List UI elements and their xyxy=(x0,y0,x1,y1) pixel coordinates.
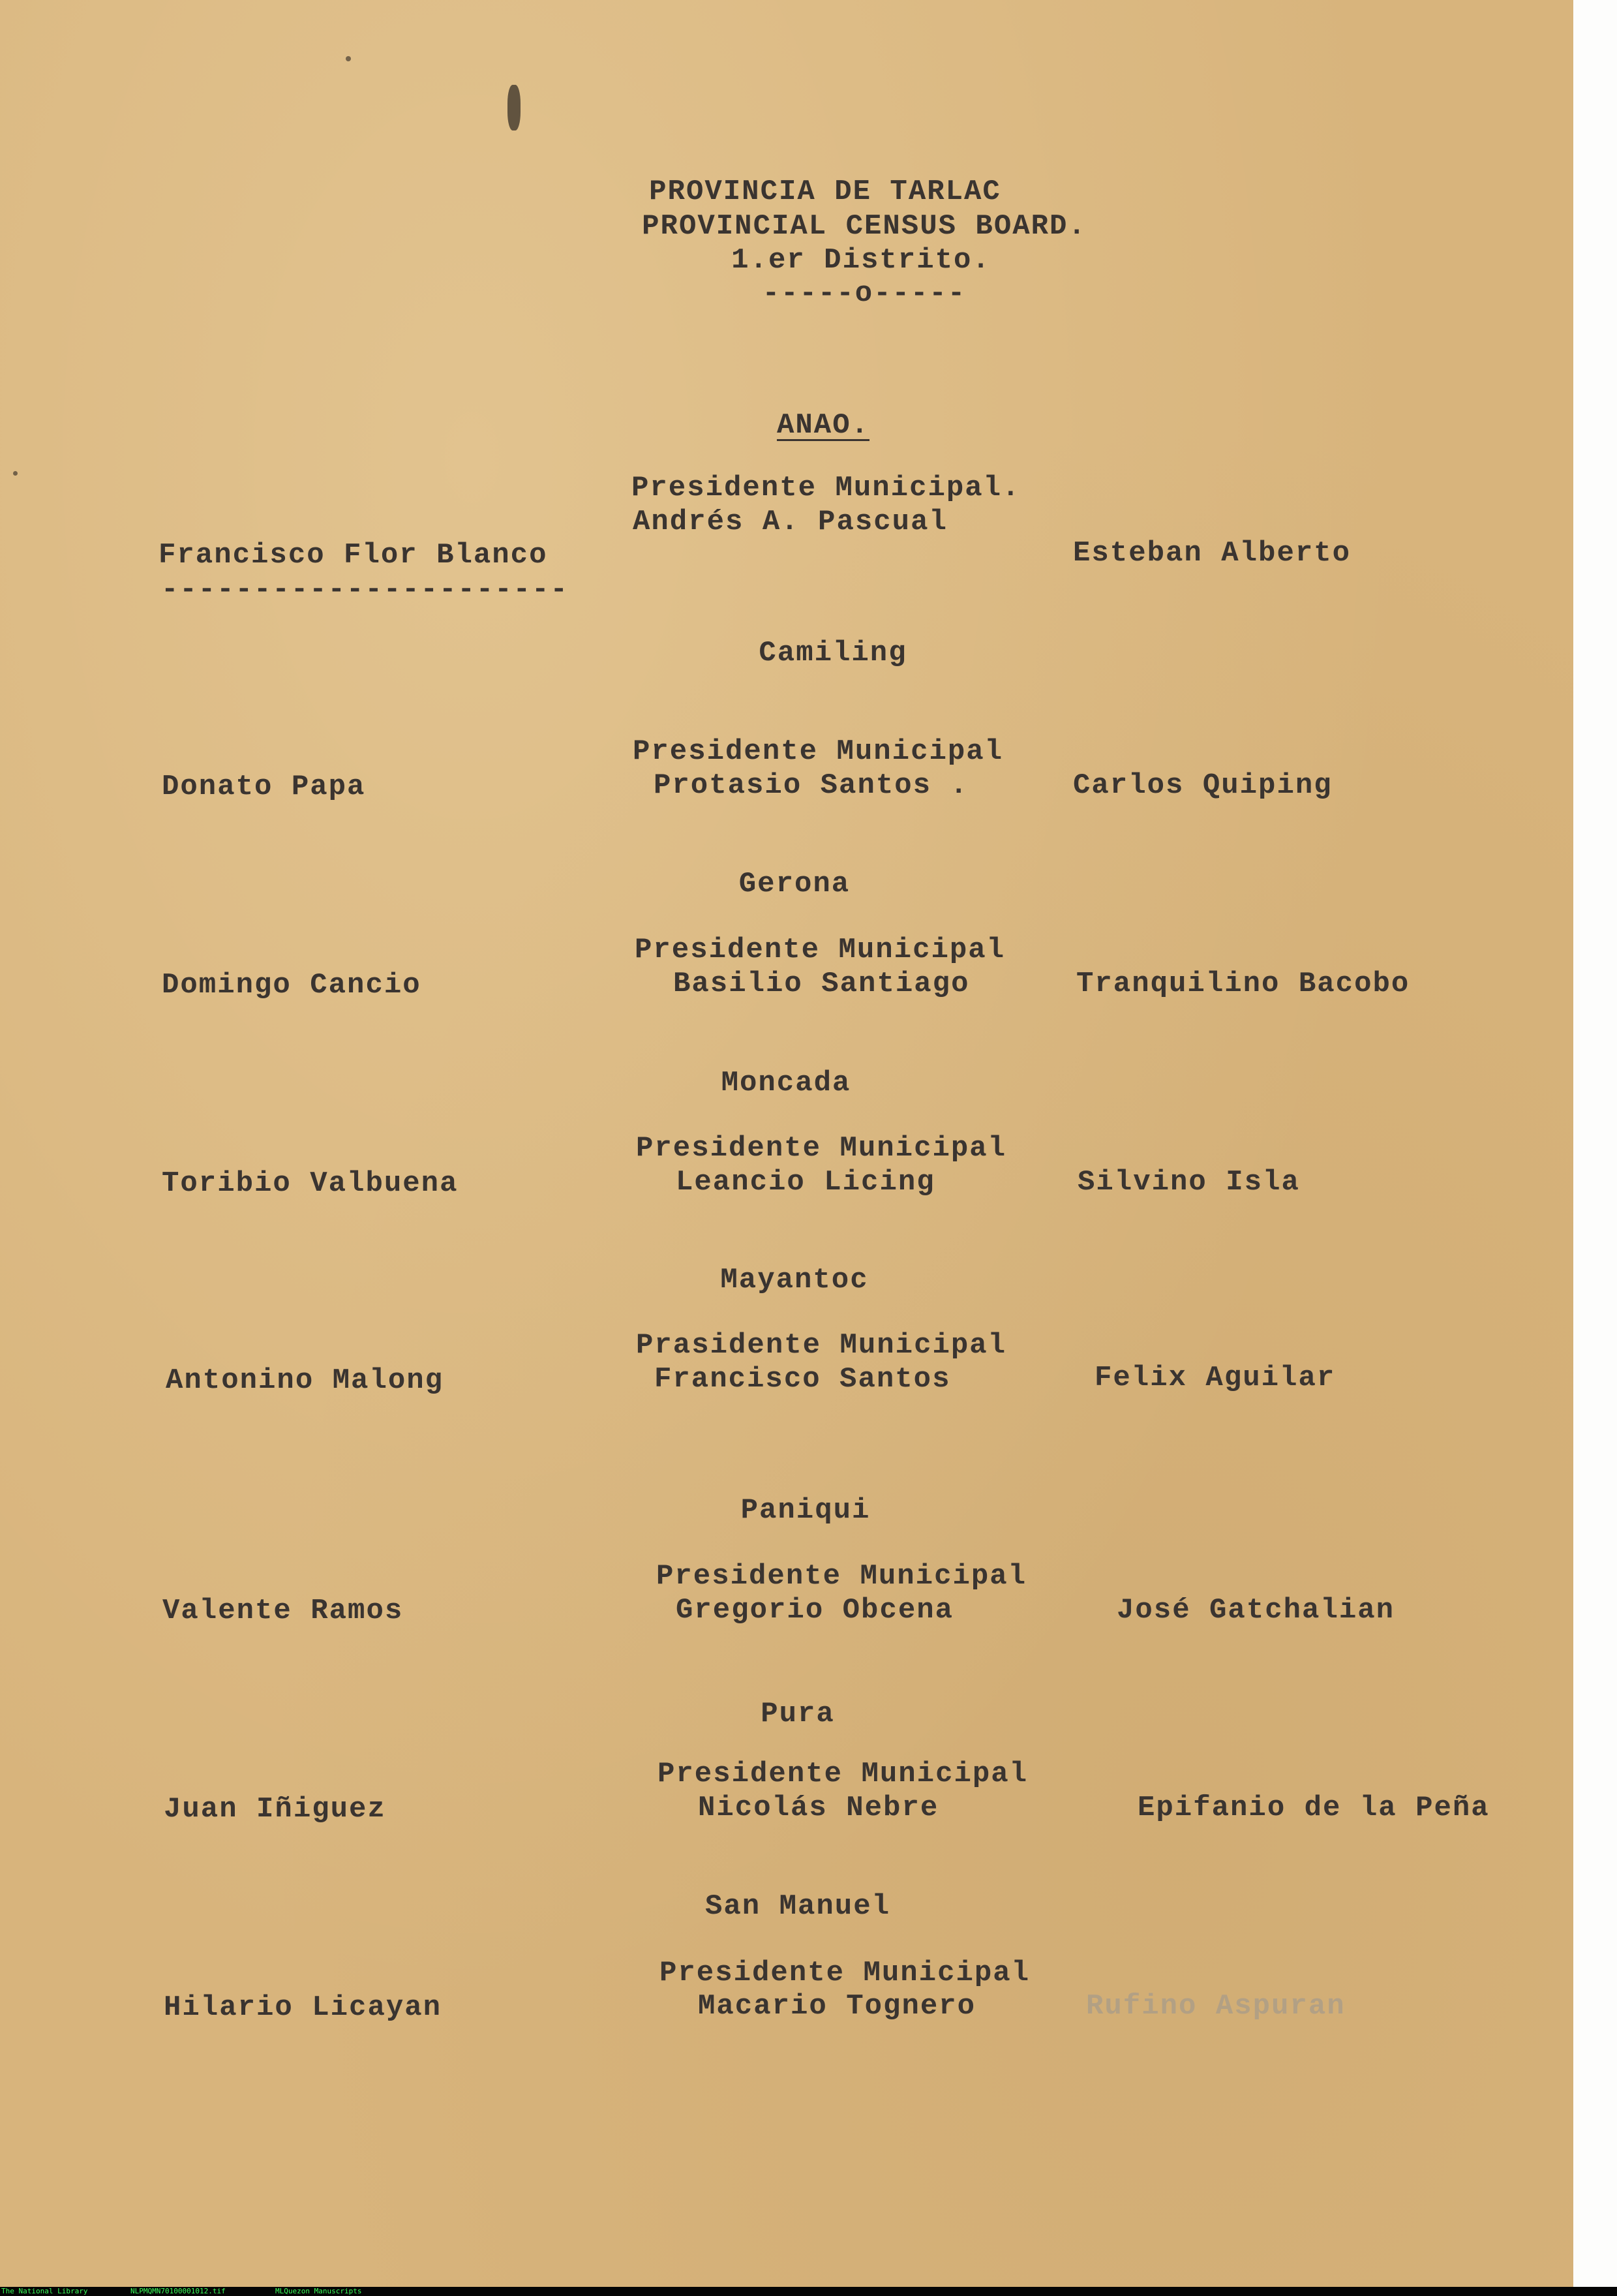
scan-margin xyxy=(1573,0,1617,2287)
left-name: Valente Ramos xyxy=(162,1595,404,1627)
header-divider: -----o----- xyxy=(762,277,967,310)
footer-collection: MLQuezon Manuscripts xyxy=(275,2287,362,2295)
president-role: Presidente Municipal xyxy=(656,1560,1027,1593)
right-name: Rufino Aspuran xyxy=(1086,1990,1346,2023)
right-name: Epifanio de la Peña xyxy=(1138,1792,1490,1824)
left-name: Juan Iñiguez xyxy=(164,1793,386,1826)
town-heading: Paniqui xyxy=(740,1494,871,1527)
right-name: Felix Aguilar xyxy=(1095,1362,1336,1394)
left-name: Hilario Licayan xyxy=(164,1991,442,2024)
president-name: Francisco Santos xyxy=(654,1363,951,1396)
ink-speck xyxy=(346,56,351,61)
president-name: Gregorio Obcena xyxy=(676,1594,954,1627)
right-name: Esteban Alberto xyxy=(1073,537,1352,570)
left-name: Toribio Valbuena xyxy=(162,1167,459,1200)
president-name: Protasio Santos . xyxy=(654,769,969,802)
right-name: Tranquilino Bacobo xyxy=(1076,968,1410,1000)
scan-footer-bar xyxy=(0,2287,1617,2296)
president-role: Prasidente Municipal xyxy=(636,1329,1007,1362)
president-name: Nicolás Nebre xyxy=(698,1792,939,1824)
ink-smudge xyxy=(507,85,521,130)
town-heading: ANAO. xyxy=(776,409,870,442)
president-role: Presidente Municipal xyxy=(635,934,1006,966)
footer-filename: NLPMQMN70100001012.tif xyxy=(130,2287,226,2295)
town-heading: Pura xyxy=(761,1698,835,1730)
header-district: 1.er Distrito. xyxy=(731,244,991,277)
president-name: Andrés A. Pascual xyxy=(633,506,948,538)
left-name: Antonino Malong xyxy=(166,1364,444,1397)
header-province: PROVINCIA DE TARLAC xyxy=(649,176,1001,208)
president-role: Presidente Municipal. xyxy=(631,472,1021,504)
president-role: Presidente Municipal xyxy=(659,1957,1031,1989)
right-name: Silvino Isla xyxy=(1078,1166,1300,1199)
president-name: Macario Tognero xyxy=(698,1990,976,2023)
president-role: Presidente Municipal xyxy=(633,735,1004,768)
president-name: Leancio Licing xyxy=(676,1166,935,1199)
left-rule: ---------------------- xyxy=(161,574,569,606)
president-name: Basilio Santiago xyxy=(673,968,970,1000)
town-heading: Mayantoc xyxy=(720,1264,869,1296)
town-heading: San Manuel xyxy=(704,1890,891,1923)
right-name: Carlos Quiping xyxy=(1073,769,1333,802)
footer-library: The National Library xyxy=(1,2287,88,2295)
town-heading: Camiling xyxy=(759,637,907,669)
ink-speck xyxy=(13,471,18,476)
left-name: Donato Papa xyxy=(162,771,366,803)
header-board: PROVINCIAL CENSUS BOARD. xyxy=(642,210,1087,243)
president-role: Presidente Municipal xyxy=(636,1132,1007,1165)
president-role: Presidente Municipal xyxy=(657,1758,1029,1790)
town-heading: Moncada xyxy=(721,1067,851,1099)
town-heading: Gerona xyxy=(738,868,851,900)
left-name: Francisco Flor Blanco xyxy=(159,539,548,572)
right-name: José Gatchalian xyxy=(1117,1594,1395,1627)
left-name: Domingo Cancio xyxy=(162,969,421,1002)
